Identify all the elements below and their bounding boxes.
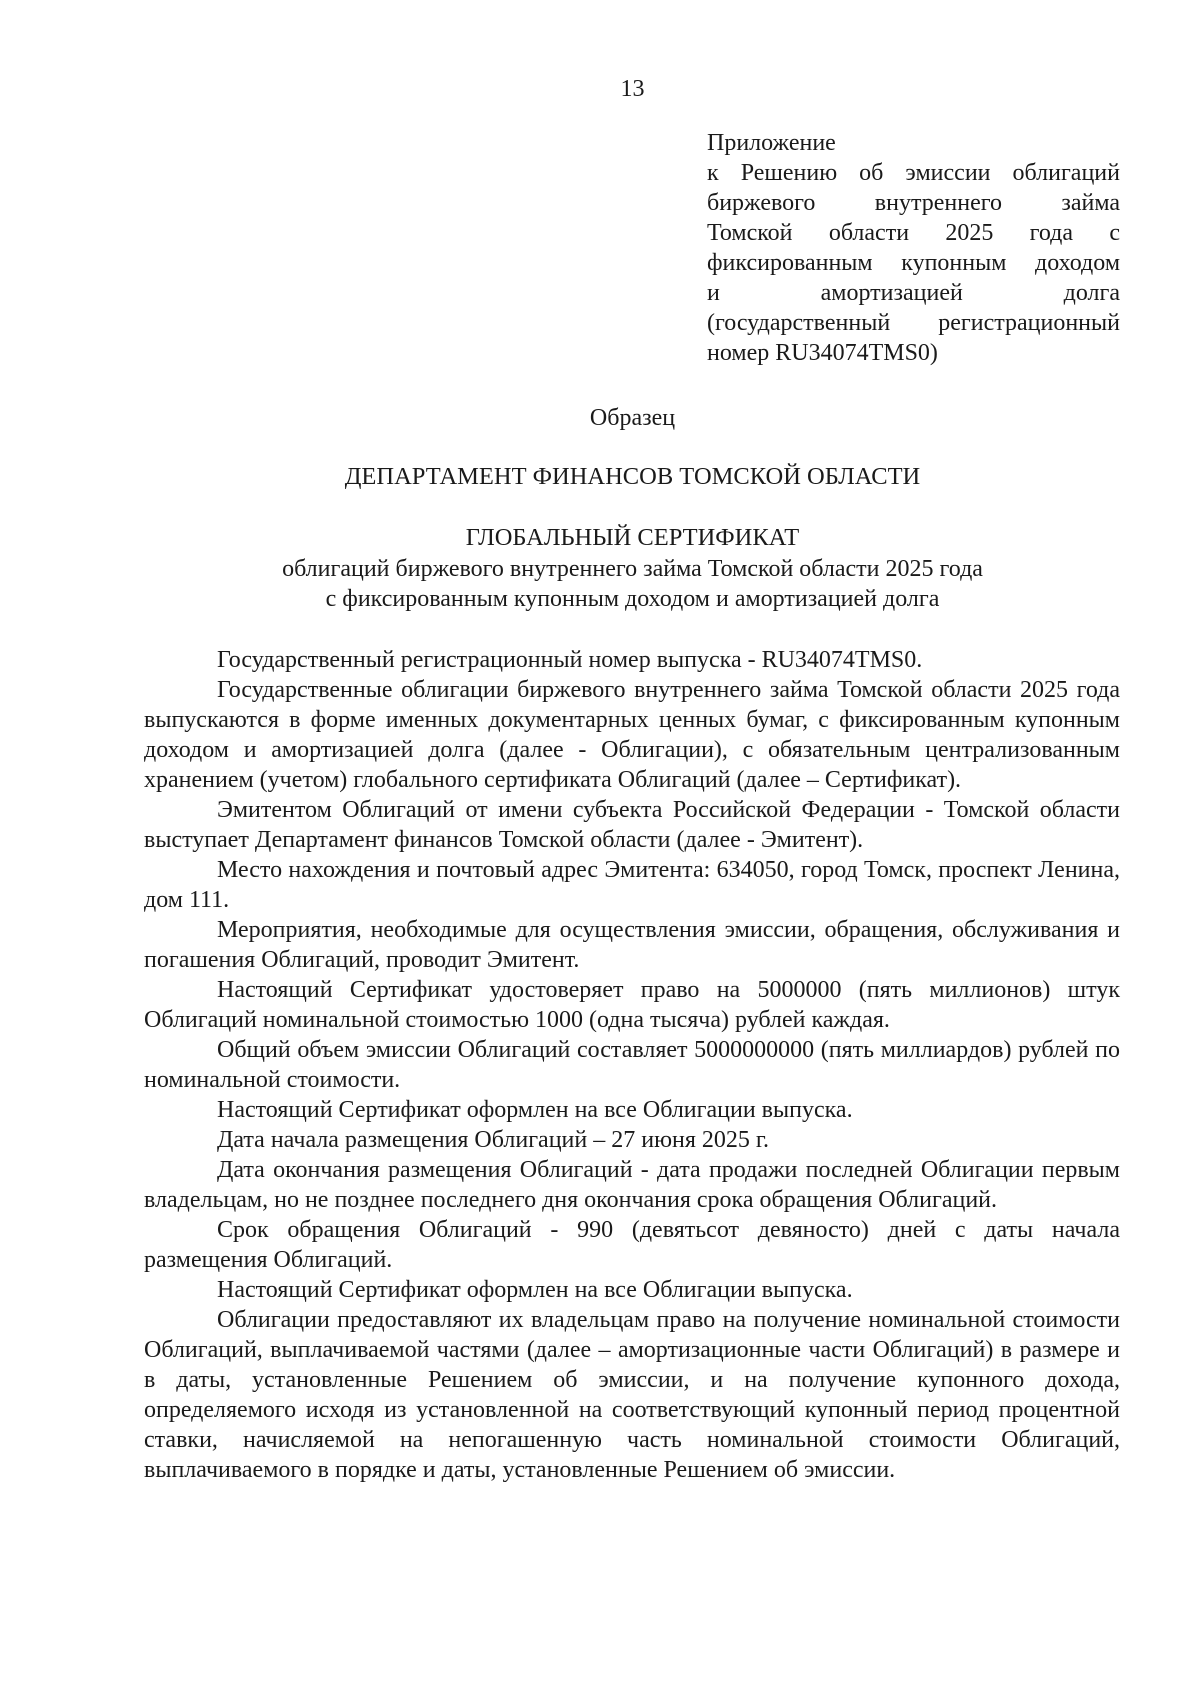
paragraph: Государственные облигации биржевого внутреннего займа Томской области 2025 года выпускаются в форме именных документарных ценных бумаг, с фиксированным купонным доходом и амортизацией долга (далее - Облигации), с обязательным централизованным хранением (учетом) глобального сертификата Облигаций (далее – Сертификат). <box>144 677 1120 793</box>
appendix-line: (государственный регистрационный <box>707 310 1120 336</box>
sample-label: Образец <box>589 405 676 431</box>
certificate-body <box>144 645 1120 1485</box>
certificate-title: ГЛОБАЛЬНЫЙ СЕРТИФИКАТ <box>465 524 800 551</box>
paragraph: Мероприятия, необходимые для осуществления эмиссии, обращения, обслуживания и погашения Облигаций, проводит Эмитент. <box>144 917 1120 973</box>
appendix-line: и амортизацией долга <box>707 280 1120 306</box>
paragraph: Облигации предоставляют их владельцам право на получение номинальной стоимости Облигаций, выплачиваемой частями (далее – амортизационные части Облигаций) в размере и в даты, установленные Решением об эмиссии, и на получение купонного дохода, определяемого исходя из установленной на соответствующий купонный период процентной ставки, начисляемой на непогашенную часть номинальной стоимости Облигаций, выплачиваемого в порядке и даты, установленные Решением об эмиссии. <box>144 1307 1120 1483</box>
paragraph: Дата окончания размещения Облигаций - дата продажи последней Облигации первым владельцам, но не позднее последнего дня окончания срока обращения Облигаций. <box>144 1157 1120 1213</box>
certificate-subtitle-line: облигаций биржевого внутреннего займа Томской области 2025 года <box>282 556 983 582</box>
paragraph: Дата начала размещения Облигаций – 27 июня 2025 г. <box>217 1127 770 1153</box>
appendix-header <box>707 128 1120 368</box>
paragraph: Настоящий Сертификат оформлен на все Облигации выпуска. <box>217 1097 853 1123</box>
appendix-line: номер RU34074TMS0) <box>707 340 938 366</box>
appendix-line: биржевого внутреннего займа <box>707 190 1120 216</box>
paragraph: Эмитентом Облигаций от имени субъекта Российской Федерации - Томской области выступает Департамент финансов Томской области (далее - Эмитент). <box>144 797 1120 853</box>
appendix-line: Приложение <box>707 130 836 156</box>
paragraph: Общий объем эмиссии Облигаций составляет 5000000000 (пять миллиардов) рублей по номинальной стоимости. <box>144 1037 1120 1093</box>
appendix-line: фиксированным купонным доходом <box>707 250 1120 276</box>
appendix-line: Томской области 2025 года с <box>707 220 1120 246</box>
paragraph: Место нахождения и почтовый адрес Эмитента: 634050, город Томск, проспект Ленина, дом 111. <box>144 857 1120 913</box>
paragraph: Настоящий Сертификат оформлен на все Облигации выпуска. <box>217 1277 853 1303</box>
department-heading: ДЕПАРТАМЕНТ ФИНАНСОВ ТОМСКОЙ ОБЛАСТИ <box>344 463 921 490</box>
paragraph: Государственный регистрационный номер выпуска - RU34074TMS0. <box>217 647 923 673</box>
paragraph: Срок обращения Облигаций - 990 (девятьсот девяносто) дней с даты начала размещения Облигаций. <box>144 1217 1120 1273</box>
appendix-line: к Решению об эмиссии облигаций <box>707 160 1120 186</box>
certificate-subtitle-line: с фиксированным купонным доходом и амортизацией долга <box>325 586 940 612</box>
certificate-subtitle <box>0 554 1200 614</box>
paragraph: Настоящий Сертификат удостоверяет право на 5000000 (пять миллионов) штук Облигаций номинальной стоимостью 1000 (одна тысяча) рублей каждая. <box>144 977 1120 1033</box>
page-number: 13 <box>620 76 645 102</box>
